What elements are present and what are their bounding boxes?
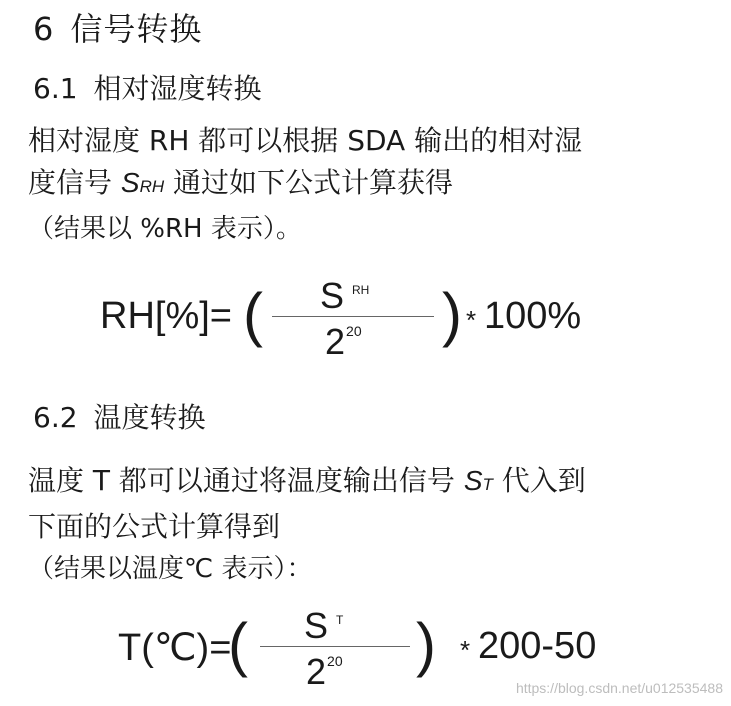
denominator-base: 2	[306, 651, 327, 692]
subsection-number: 6.1	[33, 72, 78, 105]
paragraph-line: 下面的公式计算得到	[28, 510, 281, 543]
formula-lhs: RH[%]=	[100, 295, 232, 337]
subsection-heading-humidity	[33, 67, 262, 107]
paragraph-line: 相对湿度 RH 都可以根据 SDA 输出的相对湿	[28, 124, 583, 157]
signal-symbol-subscript: T	[482, 475, 493, 494]
paragraph-line: （结果以温度℃ 表示）：	[28, 554, 313, 584]
paragraph-line	[28, 162, 582, 208]
formula-denominator	[325, 321, 362, 363]
subsection-heading-temperature	[33, 396, 206, 436]
section-title: 信号转换	[70, 10, 203, 48]
formula-numerator	[320, 275, 369, 317]
text-fragment: 通过如下公式计算获得	[164, 166, 454, 199]
denominator-exponent: 20	[346, 323, 362, 339]
text-fragment: 温度 T 都可以通过将温度输出信号	[28, 464, 464, 497]
formula-right-paren: )	[416, 611, 436, 678]
text-fragment: 度信号	[28, 166, 121, 199]
formula-tail: 200-50	[478, 625, 597, 667]
numerator-subscript: T	[336, 613, 344, 627]
formula-numerator	[304, 605, 343, 647]
formula-left-paren: (	[228, 611, 248, 678]
section-number: 6	[33, 10, 55, 48]
humidity-paragraph	[28, 120, 582, 250]
subsection-title: 温度转换	[93, 401, 206, 434]
fraction-bar	[272, 316, 434, 317]
fraction-bar	[260, 646, 410, 647]
numerator-letter: S	[304, 605, 329, 646]
temperature-paragraph	[28, 460, 586, 590]
subsection-title: 相对湿度转换	[93, 72, 262, 105]
signal-symbol-subscript: RH	[139, 177, 165, 196]
signal-symbol	[464, 465, 493, 496]
subsection-number: 6.2	[33, 401, 78, 434]
formula-denominator	[306, 651, 343, 693]
text-fragment: 代入到	[492, 464, 586, 497]
paragraph-line	[28, 460, 586, 506]
denominator-exponent: 20	[327, 653, 343, 669]
formula-multiply: *	[466, 305, 477, 335]
formula-multiply: *	[460, 635, 471, 665]
paragraph-line: （结果以 %RH 表示）。	[28, 214, 302, 244]
humidity-formula	[100, 273, 620, 363]
signal-symbol-letter: S	[463, 465, 483, 496]
formula-tail: 100%	[484, 295, 582, 337]
formula-lhs: T(℃)=	[118, 627, 232, 669]
formula-right-paren: )	[442, 281, 462, 348]
numerator-letter: S	[320, 275, 345, 316]
signal-symbol	[121, 167, 164, 198]
source-watermark: https://blog.csdn.net/u012535488	[515, 680, 723, 696]
signal-symbol-letter: S	[120, 167, 140, 198]
section-heading	[33, 4, 202, 50]
denominator-base: 2	[325, 321, 346, 362]
numerator-subscript: RH	[352, 283, 370, 297]
formula-left-paren: (	[243, 281, 263, 348]
